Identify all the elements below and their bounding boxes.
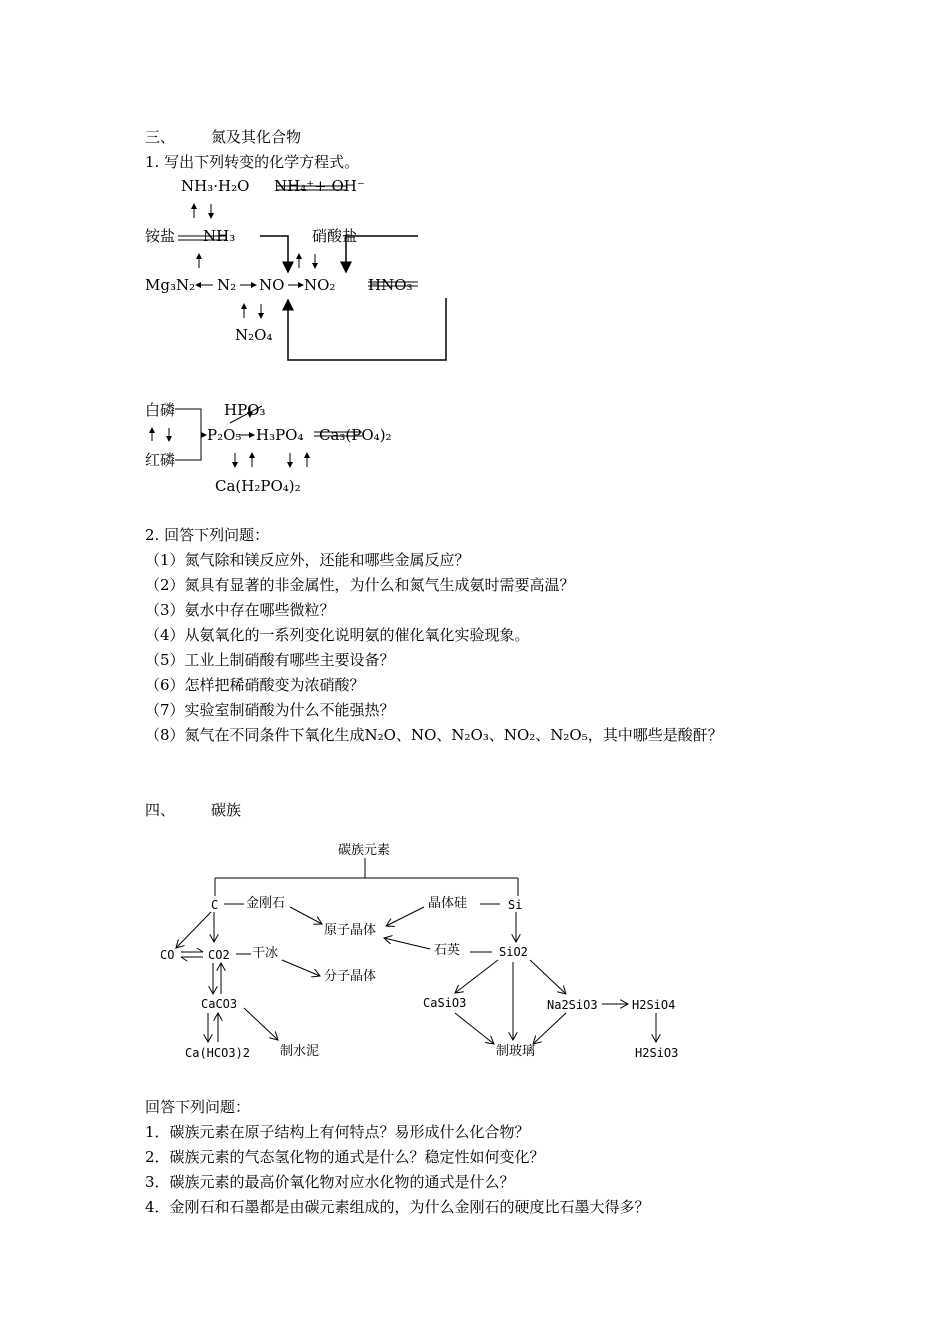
node-ca3po42: Ca₃(PO₄)₂ (319, 426, 392, 444)
carbon-question-2: 2．碳族元素的气态氢化物的通式是什么？稳定性如何变化？ (145, 1148, 545, 1166)
node-glass: 制玻璃 (496, 1044, 536, 1059)
section-title-2: 碳族 (211, 801, 242, 819)
node-diamond: 金刚石 (246, 896, 286, 911)
node-red-phosphorus: 红磷 (145, 451, 176, 469)
carbon-question-1: 1．碳族元素在原子结构上有何特点？易形成什么化合物？ (145, 1123, 530, 1141)
node-caco3: CaCO3 (201, 997, 238, 1011)
node-atomic-crystal: 原子晶体 (324, 923, 377, 938)
question-2-title: 2. 回答下列问题： (145, 526, 270, 544)
node-h2sio4: H2SiO4 (632, 998, 676, 1012)
node-c: C (211, 898, 219, 912)
node-p2o5: P₂O₅ (207, 426, 242, 444)
node-co2: CO2 (208, 948, 230, 962)
node-molecular-crystal: 分子晶体 (324, 969, 377, 984)
node-n2: N₂ (217, 276, 237, 294)
node-h3po4: H₃PO₄ (256, 426, 304, 444)
node-co: CO (160, 948, 175, 962)
node-cah2po42: Ca(H₂PO₄)₂ (215, 477, 301, 495)
carbon-question-3: 3．碳族元素的最高价氧化物对应水化物的通式是什么？ (145, 1173, 515, 1191)
carbon-question-4: 4．金刚石和石墨都是由碳元素组成的，为什么金刚石的硬度比石墨大得多？ (145, 1198, 650, 1216)
node-no: NO (259, 276, 285, 294)
question-2-3: （3）氨水中存在哪些微粒？ (145, 601, 335, 619)
section-number-2: 四、 (145, 801, 176, 819)
node-dry-ice: 干冰 (252, 946, 279, 961)
question-2-2: （2）氮具有显著的非金属性，为什么和氮气生成氨时需要高温？ (145, 576, 575, 594)
section-title: 氮及其化合物 (211, 128, 302, 146)
node-ammonium-salt: 铵盐 (145, 227, 176, 245)
node-carbon-group: 碳族元素 (338, 843, 391, 858)
node-nitrate: 硝酸盐 (312, 227, 358, 245)
section-number: 三、 (145, 128, 176, 146)
node-nh3h2o: NH₃·H₂O (181, 177, 250, 195)
node-hpo3: HPO₃ (224, 401, 266, 419)
node-cahco32: Ca(HCO3)2 (185, 1046, 251, 1060)
node-no2: NO₂ (304, 276, 336, 294)
question-2-4: （4）从氨氧化的一系列变化说明氨的催化氧化实验现象。 (145, 626, 530, 644)
question-1: 1. 写出下列转变的化学方程式。 (145, 153, 360, 171)
node-nh3: NH₃ (203, 227, 236, 245)
node-crystal-si: 晶体硅 (428, 896, 468, 911)
node-na2sio3: Na2SiO3 (547, 998, 598, 1012)
question-2-5: （5）工业上制硝酸有哪些主要设备？ (145, 651, 395, 669)
node-cement: 制水泥 (280, 1044, 320, 1059)
question-2-1: （1）氮气除和镁反应外，还能和哪些金属反应？ (145, 551, 470, 569)
node-casio3: CaSiO3 (423, 996, 467, 1010)
node-nh4-oh: NH₄⁺+ OH⁻ (274, 177, 365, 195)
node-quartz: 石英 (434, 943, 461, 958)
node-si: Si (508, 898, 523, 912)
node-n2o4: N₂O₄ (235, 326, 273, 344)
question-2-6: （6）怎样把稀硝酸变为浓硝酸？ (145, 676, 365, 694)
answer-title: 回答下列问题： (145, 1098, 251, 1116)
node-hno3: HNO₃ (368, 276, 413, 294)
question-2-8: （8）氮气在不同条件下氧化生成N₂O、NO、N₂O₃、NO₂、N₂O₅，其中哪些是酸酐？ (145, 726, 723, 744)
question-2-7: （7）实验室制硝酸为什么不能强热？ (145, 701, 395, 719)
node-mg3n2: Mg₃N₂ (145, 276, 196, 294)
node-sio2: SiO2 (499, 945, 528, 959)
node-white-phosphorus: 白磷 (145, 401, 176, 419)
node-h2sio3: H2SiO3 (635, 1046, 679, 1060)
